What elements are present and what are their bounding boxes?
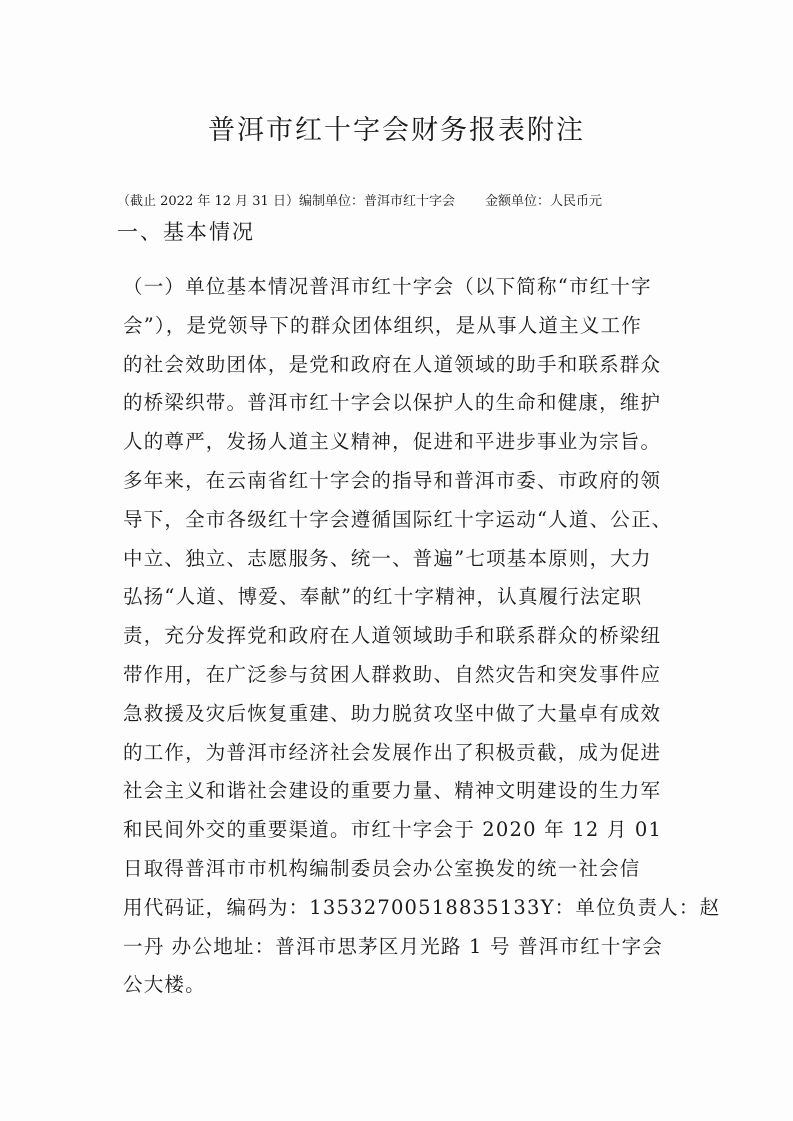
paragraph-line: （一）单位基本情况普洱市红十字会（以下简称“市红十字	[123, 275, 652, 298]
paragraph-line: 公大楼。	[123, 973, 206, 997]
currency-unit: 金额单位：人民币元	[484, 194, 602, 209]
paragraph-line: 急救援及灾后恢复重建、助力脱贫攻坚中做了大量卓有成效	[123, 701, 662, 725]
paragraph-line: 的桥梁织带。普洱市红十字会以保护人的生命和健康，维护	[123, 391, 662, 415]
report-period: （截止 2022 年 12 月 31 日）	[117, 194, 299, 209]
document-title: 普洱市红十字会财务报表附注	[208, 115, 585, 146]
paragraph-line: 多年来，在云南省红十字会的指导和普洱市委、市政府的领	[123, 468, 662, 492]
paragraph-line: 责，充分发挥党和政府在人道领域助手和联系群众的桥梁纽	[123, 624, 662, 648]
preparing-unit: 编制单位：普洱市红十字会	[298, 194, 455, 209]
paragraph-line: 社会主义和谐社会建设的重要力量、精神文明建设的生力军	[123, 779, 662, 803]
paragraph-line: 用代码证，编码为：13532700518835133Y：单位负责人：赵	[123, 895, 721, 919]
paragraph-line: 一丹 办公地址：普洱市思茅区月光路 1 号 普洱市红十字会	[123, 934, 664, 958]
paragraph-line: 日取得普洱市市机构编制委员会办公室换发的统一社会信	[123, 856, 641, 880]
paragraph-line: 带作用，在广泛参与贫困人群救助、自然灾告和突发事件应	[123, 662, 662, 686]
report-meta	[117, 190, 602, 209]
paragraph-line: 导下，全市各级红十字会遵循国际红十字运动“人道、公正、	[123, 507, 673, 531]
section-heading: 一、基本情况	[117, 220, 255, 244]
basic-info-paragraph	[123, 268, 721, 1005]
paragraph-line: 中立、独立、志愿服务、统一、普遍”七项基本原则，大力	[123, 546, 652, 570]
paragraph-line: 的工作，为普洱市经济社会发展作出了积极贡截，成为促进	[123, 740, 662, 764]
paragraph-line: 弘扬“人道、博爱、奉献”的红十字精神，认真履行法定职	[123, 585, 643, 609]
paragraph-line: 的社会效助团体，是党和政府在人道领域的助手和联系群众	[123, 352, 662, 376]
paragraph-line: 和民间外交的重要渠道。市红十字会于 2020 年 12 月 01	[123, 818, 663, 842]
paragraph-line: 人的尊严，发扬人道主义精神，促进和平进步事业为宗旨。	[123, 430, 662, 454]
paragraph-line: 会”），是党领导下的群众团体组织，是从事人道主义工作	[123, 313, 642, 337]
